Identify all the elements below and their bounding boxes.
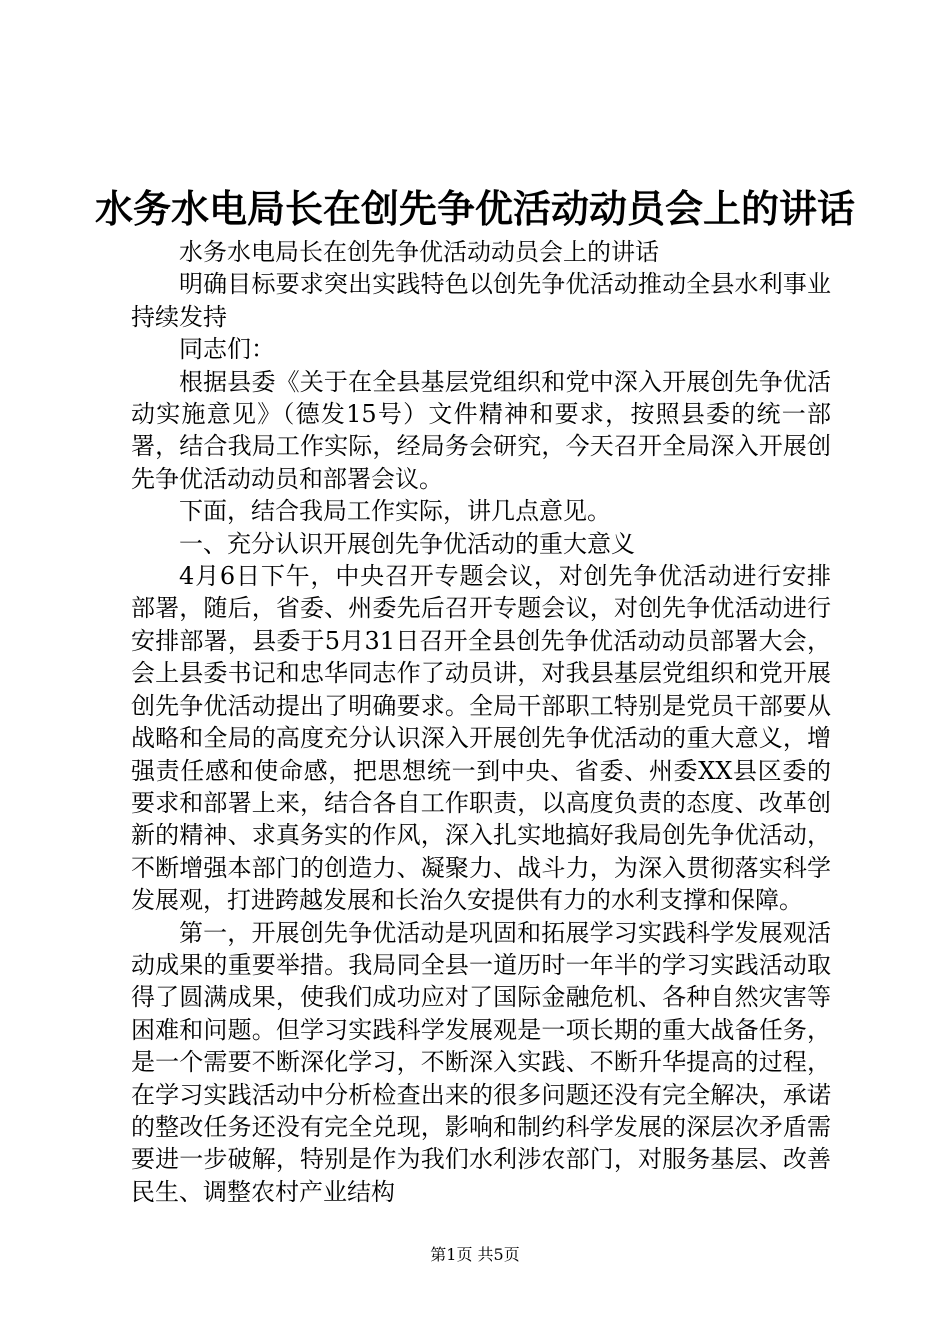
paragraph-theme: 明确目标要求突出实践特色以创先争优活动推动全县水利事业持续发持 xyxy=(131,270,831,331)
paragraph-intro: 根据县委《关于在全县基层党组织和党中深入开展创先争优活动实施意见》（德发15号）文件精神和要求，按照县委的统一部署，结合我局工作实际，经局务会研究，今天召开全局深入开展创先争优活动动员和部署会议。 xyxy=(131,367,831,493)
section-heading-1: 一、充分认识开展创先争优活动的重大意义 xyxy=(179,529,635,558)
document-body xyxy=(131,236,831,1208)
paragraph-point-1: 第一，开展创先争优活动是巩固和拓展学习实践科学发展观活动成果的重要举措。我局同全县一道历时一年半的学习实践活动取得了圆满成果，使我们成功应对了国际金融危机、各种自然灾害等困难和问题。但学习实践科学发展观是一项长期的重大战备任务，是一个需要不断深化学习，不断深入实践、不断升华提高的过程，在学习实践活动中分析检查出来的很多问题还没有完全解决，承诺的整改任务还没有完全兑现，影响和制约科学发展的深层次矛盾需要进一步破解，特别是作为我们水利涉农部门，对服务基层、改善民生、调整农村产业结构 xyxy=(131,918,831,1206)
paragraph-transition: 下面，结合我局工作实际，讲几点意见。 xyxy=(179,497,611,526)
paragraph-salutation: 同志们： xyxy=(179,335,275,364)
page-footer: 第1页 共5页 xyxy=(430,1245,520,1264)
document-title: 水务水电局长在创先争优活动动员会上的讲话 xyxy=(94,186,855,231)
paragraph-subtitle: 水务水电局长在创先争优活动动员会上的讲话 xyxy=(179,238,659,266)
paragraph-background: 4月6日下午，中央召开专题会议，对创先争优活动进行安排部署，随后，省委、州委先后召开专题会议，对创先争优活动进行安排部署，县委于5月31日召开全县创先争优活动动员部署大会，会上县委书记和忠华同志作了动员讲，对我县基层党组织和党开展创先争优活动提出了明确要求。全局干部职工特别是党员干部要从战略和全局的高度充分认识深入开展创先争优活动的重大意义，增强责任感和使命感，把思想统一到中央、省委、州委XX县区委的要求和部署上来，结合各自工作职责，以高度负责的态度、改革创新的精神、求真务实的作风，深入扎实地搞好我局创先争优活动，不断增强本部门的创造力、凝聚力、战斗力，为深入贯彻落实科学发展观，打进跨越发展和长治久安提供有力的水利支撑和保障。 xyxy=(131,562,831,915)
